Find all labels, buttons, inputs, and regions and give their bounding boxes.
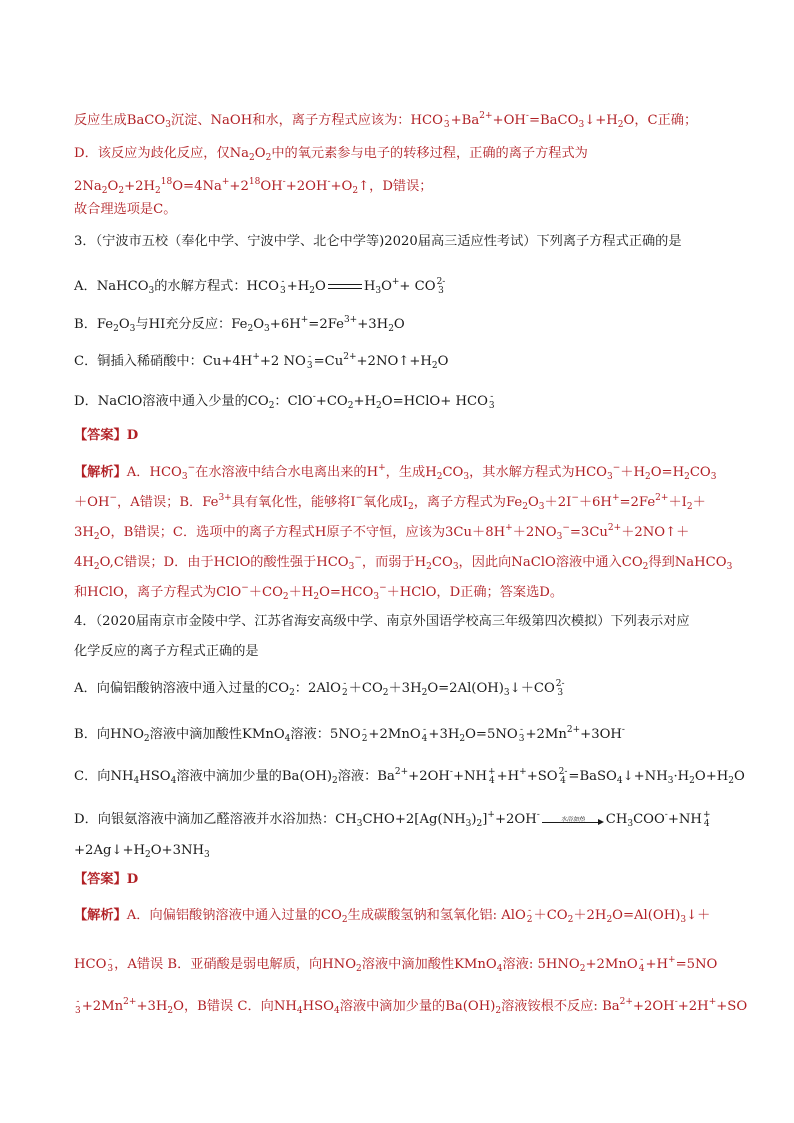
explanation-4-line-1: 【解析】A．向偏铝酸钠溶液中通入过量的$CO_2$生成碳酸氢钠和氢氧化铝: AlO - 2 $+CO_2+2H_2O=Al(OH)_3↓+$ bbox=[74, 905, 711, 925]
question-4-stem-line-1: 4．（2020届南京市金陵中学、江苏省海安高级中学、南京外国语学校高三年级第四次模拟）下列表示对应 bbox=[74, 614, 690, 629]
question-4-option-d-line-2: $+2Ag↓+H_2O+3NH_3$ bbox=[74, 843, 210, 860]
equilibrium-arrow-icon bbox=[328, 283, 362, 291]
answer-3: 【答案】D bbox=[74, 428, 139, 443]
explanation-3-line-1: 【解析】A．$HCO_3^-$在水溶液中结合水电离出来的H+，生成$H_2CO_3$，其水解方程式为$HCO_3^-+H_2O=H_2CO_3$ bbox=[74, 463, 717, 482]
explanation-4-line-3: - 3 $+2Mn^{2+}+3H_2O$，B错误 C．向$NH_4HSO_4$溶液中滴加少量的$Ba(OH)_2$溶液铵根不反应: $Ba^{2+}+2OH^-+2H^++SO$ bbox=[75, 996, 748, 1016]
analysis-line-c bbox=[74, 106, 734, 135]
question-4-stem-line-2: 化学反应的离子方程式正确的是 bbox=[74, 644, 259, 659]
question-4-option-b: B．向$HNO_2$溶液中滴加酸性KMnO$_4$溶液：5NO - 2 +2MnO - 4 $+3H_2O=5NO$ - 3 $+2Mn^{2+}+3OH^-$ bbox=[74, 724, 625, 744]
question-3-option-c: C．铜插入稀硝酸中：Cu+4H++2 NO - 3 $=Cu^{2+}+2NO↑+H_2O$ bbox=[74, 351, 449, 371]
question-3-option-a: A．NaHCO$_3$的水解方程式：HCO - 3 $+H_2O$ $H_3O^++$ CO 2- 3 bbox=[74, 276, 446, 296]
question-3-stem: 3．（宁波市五校（奉化中学、宁波中学、北仑中学等)2020届高三适应性考试）下列离子方程式正确的是 bbox=[74, 234, 682, 249]
answer-4: 【答案】D bbox=[74, 872, 139, 887]
text-fragment: 反应生成BaCO$_3$沉淀、NaOH和水，离子方程式应该为：HCO - 3 $+Ba^{2+}+OH^-=BaCO_3↓+H_2O$，C正确； bbox=[74, 110, 698, 130]
analysis-line-d: D．该反应为歧化反应，仅$Na_2O_2$中的氧元素参与电子的转移过程，正确的离子方程式为 bbox=[74, 146, 588, 163]
question-4-option-d-line-1: D．向银氨溶液中滴加乙醛溶液并水浴加热：$CH_3CHO+2[Ag(NH_3)_2]^++2OH^-$ 水浴加热 $CH_3COO^-+NH$ + 4 bbox=[74, 809, 711, 829]
explanation-3-line-2: ＋OH−，A错误；B．$Fe^{3+}$具有氧化性，能够将I−氧化成$I_2$，离子方程式为$Fe_2O_3+2I^-+6H^+=2Fe^{2+}+I_2+$ bbox=[74, 493, 706, 512]
question-4-option-a: A．向偏铝酸钠溶液中通入过量的$CO_2$：2AlO - 2 $+CO_2+3H_2O=2Al(OH)_3↓+CO$ 2- 3 bbox=[74, 678, 565, 698]
explanation-3-line-4: $4H_2O,C$错误；D．由于HClO的酸性强于$HCO_3^-$，而弱于$H_2CO_3$，因此向NaClO溶液中通入$CO_2$得到NaHCO$_3$ bbox=[74, 553, 733, 572]
question-3-option-b: B．$Fe_2O_3$与HI充分反应：$Fe_2O_3+6H^+=2Fe^{3+}+3H_2O$ bbox=[74, 315, 405, 334]
explanation-3-line-5: 和HClO，离子方程式为$ClO^-+CO_2+H_2O=HCO_3^-+HClO$，D正确；答案选D。 bbox=[74, 583, 564, 602]
reaction-arrow-icon: 水浴加热 bbox=[542, 812, 604, 828]
explanation-3-line-3: $3H_2O$，B错误；C．选项中的离子方程式H原子不守恒，应该为$3Cu+8H^++2NO_3^-=3Cu^{2+}+2NO↑+$ bbox=[74, 523, 690, 542]
question-4-option-c: C．向$NH_4HSO_4$溶液中滴加少量的$Ba(OH)_2$溶液：$Ba^{2+}+2OH^-+NH$ + 4 +H++SO 2- 4 $=BaSO_4↓+NH_3\cdot H_2O+H_2O$ bbox=[74, 766, 745, 786]
analysis-conclusion: 故合理选项是C。 bbox=[74, 202, 177, 217]
analysis-line-d-equation: $2Na_2O_2+2H_2^{18}O=4Na^++2^{18}OH^-+2OH^-+O_2↑$，D错误； bbox=[74, 177, 433, 196]
question-3-option-d: D．NaClO溶液中通入少量的$CO_2$：$ClO^-+CO_2+H_2O=HClO+$ HCO - 3 bbox=[74, 391, 495, 411]
explanation-4-line-2: HCO - 3 ，A错误 B．亚硝酸是弱电解质，向$HNO_2$溶液中滴加酸性KMnO$_4$溶液: $5HNO_2+2MnO$ - 4 +H+=5NO bbox=[74, 954, 718, 974]
